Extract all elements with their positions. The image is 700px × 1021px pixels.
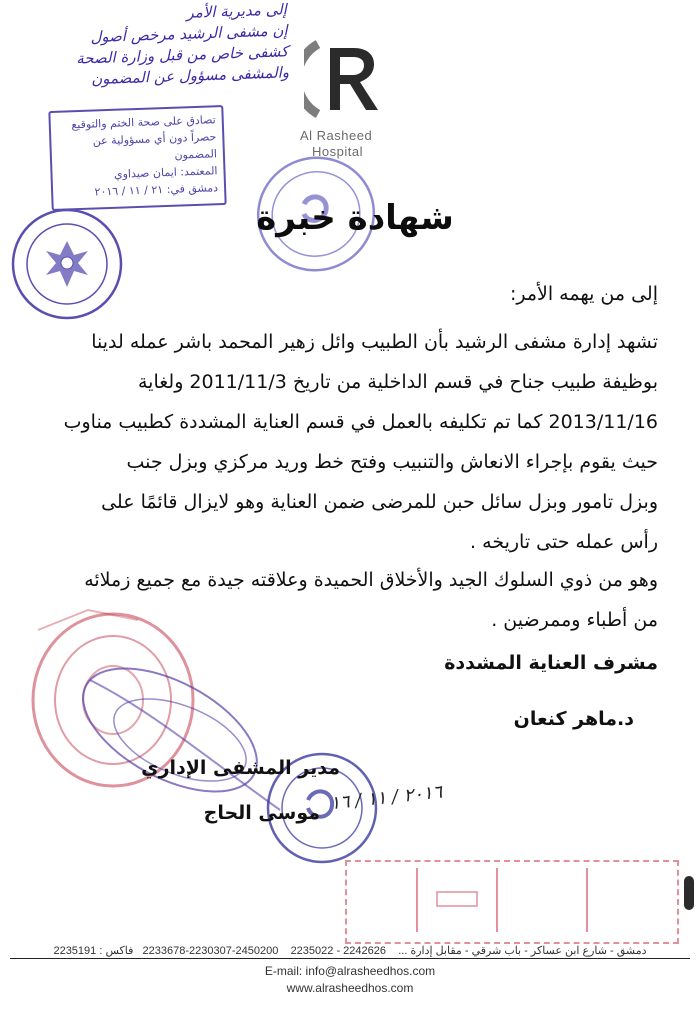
handwritten-line: كشفى خاص من قبل وزارة الصحة — [75, 42, 289, 68]
handwritten-note — [17, 0, 290, 93]
icu-supervisor-name: د.ماهر كنعان — [513, 708, 634, 730]
paragraph-line: وهو من ذوي السلوك الجيد والأخلاق الحميدة وعلاقته جيدة مع جميع زملائه — [84, 569, 658, 591]
addressee-line: إلى من يهمه الأمر: — [509, 283, 658, 305]
footer-divider — [10, 958, 690, 959]
handwritten-line: والمشفى مسؤول عن المضمون — [90, 63, 290, 89]
handwritten-line: إن مشفى الرشيد مرخص أصول — [90, 21, 288, 47]
paragraph-line: تشهد إدارة مشفى الرشيد بأن الطبيب وائل زهير المحمد باشر عمله لدينا — [91, 331, 658, 353]
icu-supervisor-title: مشرف العناية المشددة — [444, 652, 658, 674]
hospital-logo-icon — [304, 34, 386, 124]
paragraph-line: وبزل تامور وبزل سائل حبن للمرضى ضمن العناية وهو لايزال قائمًا على — [101, 491, 658, 513]
footer-fax-label: فاكس : — [99, 945, 134, 957]
logo-name-line1: Al Rasheed — [300, 128, 373, 143]
paragraph-line: رأس عمله حتى تاريخه . — [470, 531, 658, 553]
scroll-handle[interactable] — [684, 876, 694, 910]
footer-fax: 2235191 — [53, 945, 97, 957]
stamp-line: دمشق في: ٢١ / ١١ / ٢٠١٦ — [94, 181, 219, 199]
ministry-round-seal — [8, 205, 126, 323]
stamp-line: تصادق على صحة الختم والتوقيع — [71, 113, 216, 132]
stamp-line: المعتمد: ايمان صيداوي — [113, 164, 218, 181]
administrative-director-title: مدير المشفى الإداري — [141, 757, 340, 779]
ministry-authentication-stamp — [48, 105, 226, 211]
paragraph-line: من أطباء وممرضين . — [491, 609, 658, 631]
paragraph-line: بوظيفة طبيب جناح في قسم الداخلية من تاريخ 2011/11/3 ولغاية — [137, 371, 658, 393]
paragraph-line: حيث يقوم بإجراء الانعاش والتنبيب وفتح خط وريد مركزي وبزل جنب — [126, 451, 658, 473]
footer-numbers: 2450200-2230307-2233678 — [142, 945, 279, 957]
footer-website[interactable]: www.alrasheedhos.com — [286, 981, 414, 995]
logo-name-line2: Hospital — [312, 144, 363, 159]
stamp-line: حصراً دون أي مسؤولية عن المضمون — [92, 130, 218, 162]
handwritten-line: إلى مديرية الأمر — [186, 0, 288, 22]
administrative-director-name: موسى الحاج — [203, 802, 320, 824]
footer-contact-row — [8, 944, 692, 957]
certificate-paragraph-1 — [28, 322, 658, 562]
handwritten-date: ٢٠١٦ / ١١ / ١٦ — [329, 781, 444, 815]
red-postage-stamp — [345, 860, 679, 944]
document-title: شهادة خبرة — [256, 198, 454, 238]
footer-email[interactable]: E-mail: info@alrasheedhos.com — [264, 964, 436, 978]
footer-phones: 2242626 - 2235022 — [290, 945, 386, 957]
footer-address: دمشق - شارع ابن عساكر - باب شرقي - مقابل إدارة ... — [398, 945, 647, 957]
paragraph-line: 2013/11/16 كما تم تكليفه بالعمل في قسم العناية المشددة كطبيب مناوب — [63, 411, 658, 433]
